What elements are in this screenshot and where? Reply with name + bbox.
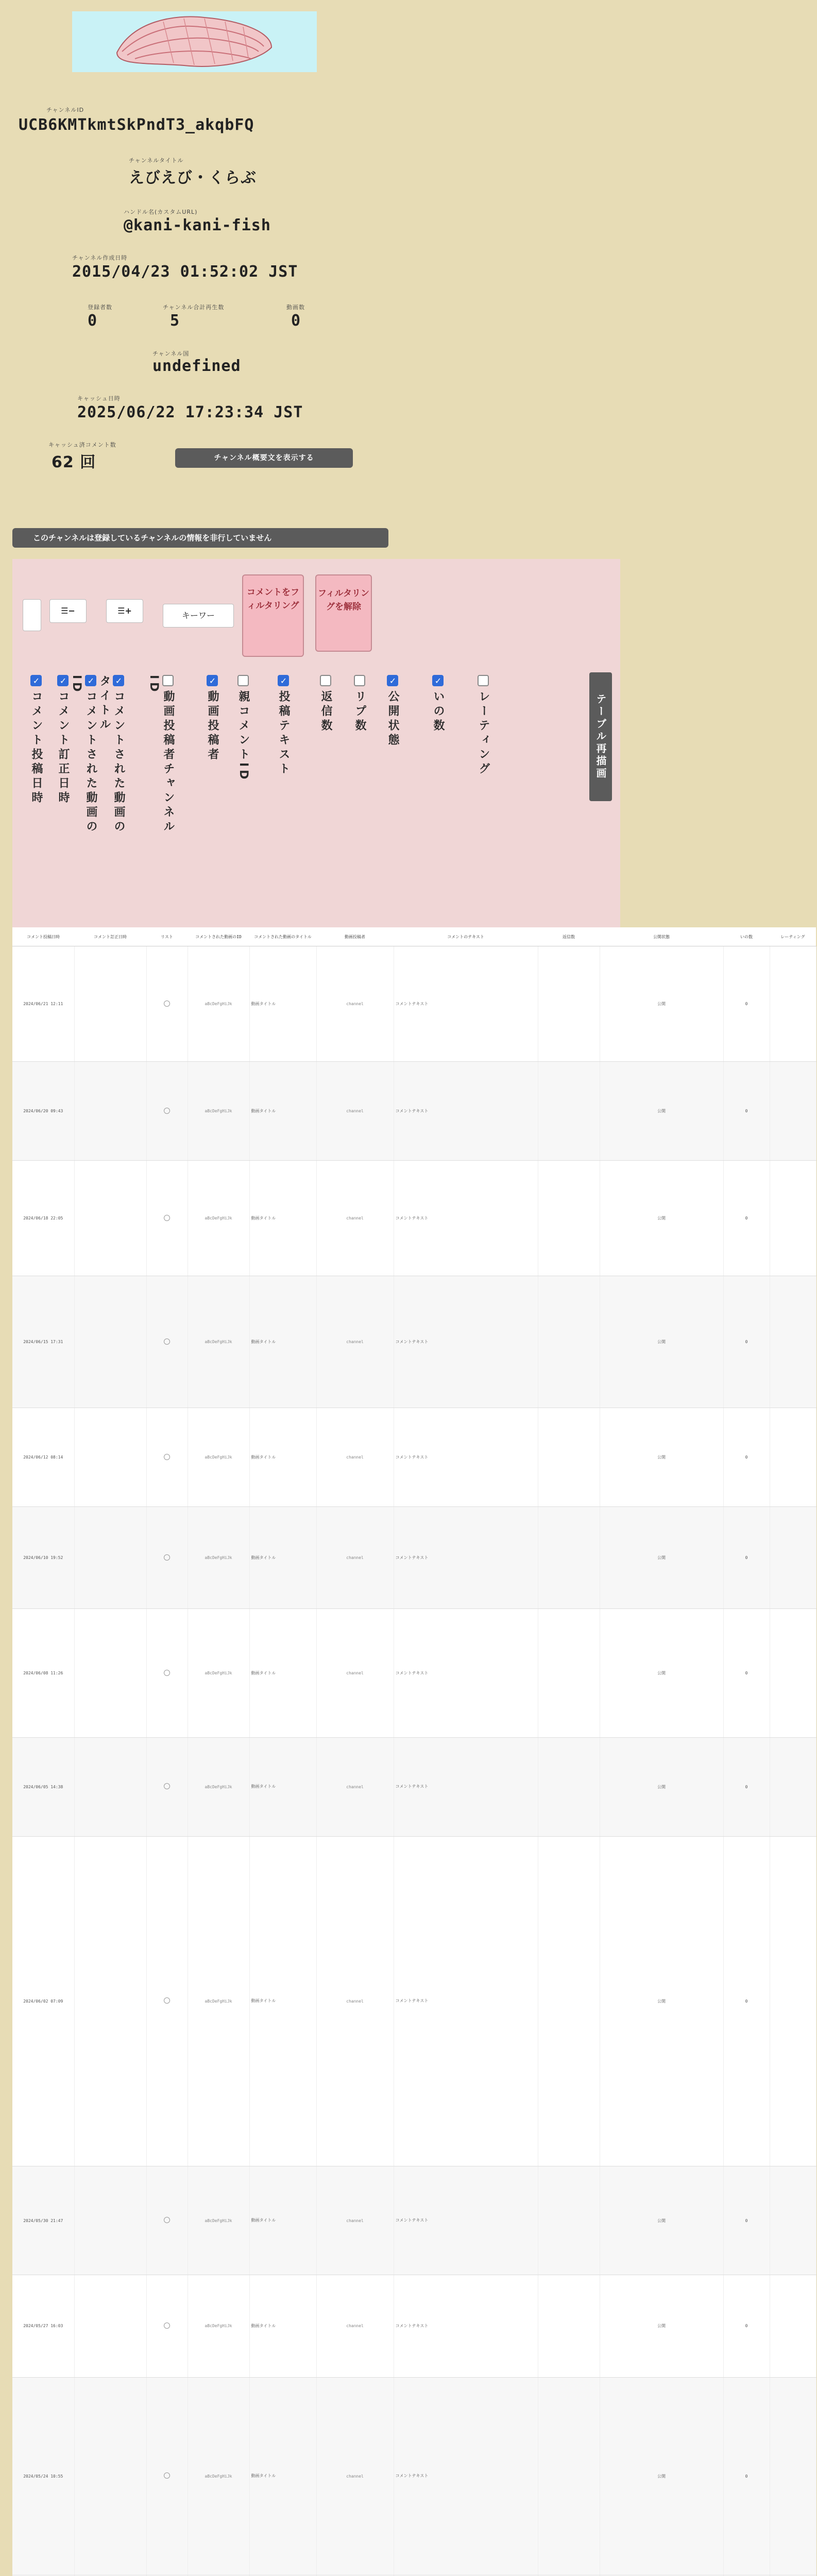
table-cell: コメントテキスト bbox=[394, 1062, 538, 1161]
row-select-radio[interactable] bbox=[164, 1670, 170, 1676]
table-cell: コメントテキスト bbox=[394, 1836, 538, 2166]
video-id-link[interactable]: aBcDeFgHiJk bbox=[205, 1216, 232, 1221]
table-cell bbox=[146, 1276, 188, 1408]
column-header[interactable]: コメント訂正日時 bbox=[74, 927, 146, 946]
checkbox[interactable]: ✓ bbox=[114, 676, 124, 689]
column-header[interactable]: リスト bbox=[146, 927, 188, 946]
table-cell: 0 bbox=[723, 1062, 770, 1161]
table-cell bbox=[316, 2166, 394, 2275]
table-cell: 動画タイトル bbox=[249, 2166, 316, 2275]
table-cell bbox=[74, 1609, 146, 1738]
table-header-row bbox=[12, 927, 816, 946]
column-option-label: 返信数 bbox=[319, 690, 332, 734]
column-option-4[interactable] bbox=[146, 675, 175, 845]
comment-filter-button[interactable]: コメントをフィルタリング bbox=[242, 574, 304, 657]
table-cell: 0 bbox=[723, 1507, 770, 1609]
table-cell bbox=[188, 1609, 249, 1738]
author-link[interactable]: channel bbox=[346, 2473, 364, 2479]
channel-title: えびえび・くらぶ bbox=[129, 169, 257, 187]
table-cell bbox=[74, 1062, 146, 1161]
table-cell bbox=[188, 1408, 249, 1507]
column-header[interactable]: レーティング bbox=[770, 927, 816, 946]
table-cell bbox=[146, 1737, 188, 1836]
table-cell bbox=[74, 1276, 146, 1408]
table-cell bbox=[188, 946, 249, 1062]
channel-banner bbox=[72, 11, 317, 72]
column-option-label: コメントされた動画のID bbox=[70, 675, 97, 835]
table-cell bbox=[316, 1062, 394, 1161]
video-id-link[interactable]: aBcDeFgHiJk bbox=[205, 1784, 232, 1789]
views-value: 5 bbox=[170, 312, 180, 330]
table-cell: コメントテキスト bbox=[394, 1507, 538, 1609]
table-cell bbox=[770, 2166, 816, 2275]
table-cell bbox=[188, 1161, 249, 1276]
table-cell bbox=[316, 1408, 394, 1507]
subs-value: 0 bbox=[88, 312, 98, 330]
author-link[interactable]: channel bbox=[346, 1555, 364, 1561]
table-cell: 公開 bbox=[600, 1276, 723, 1408]
table-row[interactable] bbox=[12, 1507, 816, 1609]
table-cell: 動画タイトル bbox=[249, 1737, 316, 1836]
table-row[interactable] bbox=[12, 946, 816, 1062]
checkbox[interactable]: ✓ bbox=[31, 676, 41, 689]
table-cell: 公開 bbox=[600, 2275, 723, 2377]
table-cell bbox=[316, 1836, 394, 2166]
table-cell: 公開 bbox=[600, 1062, 723, 1161]
table-cell bbox=[538, 1836, 600, 2166]
subs-label: 登録者数 bbox=[88, 304, 112, 311]
table-cell bbox=[316, 1507, 394, 1609]
table-cell bbox=[538, 2166, 600, 2275]
author-link[interactable]: channel bbox=[346, 1002, 364, 1006]
table-cell: 2024/05/30 21:47 bbox=[12, 2166, 74, 2275]
video-id-link[interactable]: aBcDeFgHiJk bbox=[205, 1671, 232, 1676]
row-select-radio[interactable] bbox=[164, 1108, 170, 1114]
table-row[interactable] bbox=[12, 1609, 816, 1738]
table-cell bbox=[146, 1609, 188, 1738]
table-cell bbox=[146, 1408, 188, 1507]
column-header[interactable]: コメント投稿日時 bbox=[12, 927, 74, 946]
column-header[interactable]: コメントされた動画のID bbox=[188, 927, 249, 946]
table-cell: 0 bbox=[723, 1737, 770, 1836]
column-option-5[interactable] bbox=[191, 675, 219, 845]
table-cell bbox=[188, 1836, 249, 2166]
table-cell: 公開 bbox=[600, 1408, 723, 1507]
checkbox[interactable]: ✓ bbox=[86, 676, 96, 689]
table-cell: 2024/06/12 08:14 bbox=[12, 1408, 74, 1507]
table-cell: 0 bbox=[723, 1161, 770, 1276]
table-cell bbox=[316, 1737, 394, 1836]
table-cell: コメントテキスト bbox=[394, 1276, 538, 1408]
column-option-label: いの数 bbox=[432, 690, 445, 734]
table-cell bbox=[188, 2275, 249, 2377]
table-cell bbox=[188, 1062, 249, 1161]
table-cell: 2024/06/08 11:26 bbox=[12, 1609, 74, 1738]
expand-rows-button[interactable]: ☰+ bbox=[106, 599, 143, 623]
table-cell bbox=[74, 2166, 146, 2275]
column-option-6[interactable] bbox=[222, 675, 250, 845]
column-option-label: 動画投稿者 bbox=[206, 690, 219, 762]
table-cell bbox=[146, 2166, 188, 2275]
table-cell: 2024/06/21 12:11 bbox=[12, 946, 74, 1062]
row-select-radio[interactable] bbox=[164, 2217, 170, 2223]
column-option-10[interactable] bbox=[371, 675, 400, 845]
video-id-link[interactable]: aBcDeFgHiJk bbox=[205, 1998, 232, 2004]
column-option-label: コメント投稿日時 bbox=[30, 690, 43, 806]
video-id-link[interactable]: aBcDeFgHiJk bbox=[205, 1109, 232, 1113]
table-cell bbox=[74, 1737, 146, 1836]
table-cell: 2024/06/15 17:31 bbox=[12, 1276, 74, 1408]
table-row[interactable] bbox=[12, 2275, 816, 2377]
table-cell: 動画タイトル bbox=[249, 2275, 316, 2377]
table-cell bbox=[74, 2377, 146, 2575]
handle-box[interactable] bbox=[23, 599, 41, 631]
table-cell: 公開 bbox=[600, 1507, 723, 1609]
checkbox[interactable] bbox=[320, 675, 331, 686]
channel-handle: @kani-kani-fish bbox=[124, 216, 271, 234]
table-row[interactable] bbox=[12, 1062, 816, 1161]
table-row[interactable] bbox=[12, 1836, 816, 2166]
country-label: チャンネル国 bbox=[152, 350, 190, 357]
created-value: 2015/04/23 01:52:02 JST bbox=[72, 263, 298, 281]
channel-id: UCB6KMTkmtSkPndT3_akqbFQ bbox=[19, 116, 254, 134]
row-select-radio[interactable] bbox=[164, 1338, 170, 1345]
table-cell bbox=[188, 2377, 249, 2575]
table-cell: 2024/06/05 14:38 bbox=[12, 1737, 74, 1836]
table-cell bbox=[188, 2166, 249, 2275]
table-cell: 公開 bbox=[600, 2377, 723, 2575]
table-cell: 公開 bbox=[600, 946, 723, 1062]
row-select-radio[interactable] bbox=[164, 1215, 170, 1221]
table-cell bbox=[538, 1408, 600, 1507]
table-cell bbox=[770, 946, 816, 1062]
author-link[interactable]: channel bbox=[346, 1216, 364, 1221]
table-cell bbox=[770, 1276, 816, 1408]
table-cell bbox=[146, 1836, 188, 2166]
table-cell bbox=[146, 1507, 188, 1609]
table-cell: 動画タイトル bbox=[249, 2377, 316, 2575]
table-cell: 2024/05/27 16:03 bbox=[12, 2275, 74, 2377]
column-header[interactable]: 返信数 bbox=[538, 927, 600, 946]
table-cell: 0 bbox=[723, 1276, 770, 1408]
table-cell bbox=[74, 1507, 146, 1609]
table-cell bbox=[538, 1737, 600, 1836]
column-option-label: 公開状態 bbox=[386, 690, 399, 748]
table-cell bbox=[538, 1609, 600, 1738]
table-cell: 2024/06/02 07:09 bbox=[12, 1836, 74, 2166]
table-cell: コメントテキスト bbox=[394, 1609, 538, 1738]
checkbox[interactable]: ✓ bbox=[388, 676, 398, 689]
table-cell: 公開 bbox=[600, 1737, 723, 1836]
table-cell bbox=[770, 1836, 816, 2166]
paper-fan-icon bbox=[72, 11, 317, 72]
column-header[interactable]: コメントされた動画のタイトル bbox=[249, 927, 316, 946]
table-cell: コメントテキスト bbox=[394, 1737, 538, 1836]
table-cell bbox=[146, 946, 188, 1062]
cache-comments-label: キャッシュ済コメント数 bbox=[48, 442, 116, 448]
table-cell: コメントテキスト bbox=[394, 2275, 538, 2377]
table-cell bbox=[538, 1062, 600, 1161]
table-cell: 2024/05/24 10:55 bbox=[12, 2377, 74, 2575]
table-cell bbox=[770, 1737, 816, 1836]
checkbox[interactable]: ✓ bbox=[279, 676, 288, 689]
table-cell bbox=[188, 1507, 249, 1609]
author-link[interactable]: channel bbox=[346, 1109, 364, 1113]
video-id-link[interactable]: aBcDeFgHiJk bbox=[205, 2324, 232, 2329]
author-link[interactable]: channel bbox=[346, 1340, 364, 1344]
cache-date-value: 2025/06/22 17:23:34 JST bbox=[77, 403, 303, 421]
table-cell: 0 bbox=[723, 2275, 770, 2377]
table-cell bbox=[188, 1737, 249, 1836]
column-option-9[interactable] bbox=[338, 675, 367, 845]
table-cell: 公開 bbox=[600, 1609, 723, 1738]
video-id-link[interactable]: aBcDeFgHiJk bbox=[205, 1002, 232, 1006]
column-header[interactable]: いの数 bbox=[723, 927, 770, 946]
author-link[interactable]: channel bbox=[346, 1998, 364, 2004]
table-cell bbox=[770, 1161, 816, 1276]
table-cell bbox=[146, 2275, 188, 2377]
author-link[interactable]: channel bbox=[346, 1784, 364, 1789]
column-option-label: レーティング bbox=[477, 690, 490, 777]
table-cell: コメントテキスト bbox=[394, 1161, 538, 1276]
table-cell: 動画タイトル bbox=[249, 946, 316, 1062]
video-id-link[interactable]: aBcDeFgHiJk bbox=[205, 2218, 232, 2223]
video-id-link[interactable]: aBcDeFgHiJk bbox=[205, 2473, 232, 2479]
table-cell: 0 bbox=[723, 2166, 770, 2275]
redraw-table-button[interactable]: テーブル再描画 bbox=[589, 672, 612, 801]
table-cell bbox=[316, 1609, 394, 1738]
country-value: undefined bbox=[152, 357, 241, 375]
table-cell bbox=[74, 2275, 146, 2377]
table-cell bbox=[188, 1276, 249, 1408]
author-link[interactable]: channel bbox=[346, 2218, 364, 2223]
checkbox[interactable] bbox=[478, 675, 489, 686]
video-id-link[interactable]: aBcDeFgHiJk bbox=[205, 1555, 232, 1561]
keyword-input[interactable]: キーワー bbox=[163, 604, 234, 628]
table-cell: 動画タイトル bbox=[249, 1276, 316, 1408]
column-option-label: コメントされた動画のタイトル bbox=[98, 675, 125, 835]
table-cell: 公開 bbox=[600, 2166, 723, 2275]
table-cell: コメントテキスト bbox=[394, 2166, 538, 2275]
checkbox[interactable]: ✓ bbox=[433, 676, 443, 689]
table-cell: 動画タイトル bbox=[249, 1609, 316, 1738]
table-cell: 動画タイトル bbox=[249, 1062, 316, 1161]
table-cell: 動画タイトル bbox=[249, 1507, 316, 1609]
row-select-radio[interactable] bbox=[164, 1454, 170, 1460]
views-label: チャンネル合計再生数 bbox=[163, 304, 225, 311]
channel-id-label: チャンネルID bbox=[46, 107, 84, 113]
video-id-link[interactable]: aBcDeFgHiJk bbox=[205, 1340, 232, 1344]
cache-date-label: キャッシュ日時 bbox=[77, 395, 121, 402]
cache-comments-value: 62 回 bbox=[52, 453, 96, 471]
column-option-label: 投稿テキスト bbox=[277, 690, 290, 777]
videos-label: 動画数 bbox=[286, 304, 305, 311]
table-row[interactable] bbox=[12, 1408, 816, 1507]
table-cell: 動画タイトル bbox=[249, 1408, 316, 1507]
table-cell: コメントテキスト bbox=[394, 2377, 538, 2575]
handle-label: ハンドル名(カスタムURL) bbox=[124, 209, 198, 215]
table-cell bbox=[538, 2377, 600, 2575]
table-cell: 0 bbox=[723, 1408, 770, 1507]
column-option-label: リプ数 bbox=[353, 690, 366, 734]
row-select-radio[interactable] bbox=[164, 1783, 170, 1789]
column-option-2[interactable] bbox=[69, 675, 98, 845]
column-option-label: 親コメントID bbox=[237, 690, 250, 783]
table-cell: コメントテキスト bbox=[394, 1408, 538, 1507]
table-body bbox=[12, 946, 816, 2576]
table-cell bbox=[146, 2377, 188, 2575]
table-cell bbox=[538, 2275, 600, 2377]
table-cell bbox=[74, 1161, 146, 1276]
created-label: チャンネル作成日時 bbox=[72, 255, 128, 261]
table-cell bbox=[316, 1161, 394, 1276]
checkbox[interactable] bbox=[162, 675, 174, 686]
table-row[interactable] bbox=[12, 1737, 816, 1836]
table-cell bbox=[538, 946, 600, 1062]
collapse-rows-button[interactable]: ☰− bbox=[49, 599, 87, 623]
table-row[interactable] bbox=[12, 2166, 816, 2275]
column-option-12[interactable] bbox=[462, 675, 490, 845]
clear-filter-button[interactable]: フィルタリングを解除 bbox=[315, 574, 372, 652]
table-cell: 動画タイトル bbox=[249, 1161, 316, 1276]
channel-title-label: チャンネルタイトル bbox=[129, 157, 184, 164]
table-cell bbox=[770, 1062, 816, 1161]
table-row[interactable] bbox=[12, 1276, 816, 1408]
checkbox[interactable] bbox=[237, 675, 249, 686]
column-option-11[interactable] bbox=[416, 675, 445, 845]
comments-table bbox=[12, 927, 816, 2576]
checkbox[interactable] bbox=[354, 675, 365, 686]
table-cell bbox=[770, 2275, 816, 2377]
author-link[interactable]: channel bbox=[346, 1455, 364, 1460]
videos-value: 0 bbox=[291, 312, 301, 330]
table-cell bbox=[770, 1408, 816, 1507]
table-cell bbox=[74, 1408, 146, 1507]
column-option-label: コメント訂正日時 bbox=[57, 690, 70, 806]
table-cell bbox=[770, 1507, 816, 1609]
table-cell: 動画タイトル bbox=[249, 1836, 316, 2166]
column-option-8[interactable] bbox=[304, 675, 333, 845]
table-cell bbox=[316, 1276, 394, 1408]
column-option-1[interactable] bbox=[41, 675, 70, 845]
table-cell: 公開 bbox=[600, 1161, 723, 1276]
table-cell bbox=[538, 1276, 600, 1408]
show-summary-button[interactable]: チャンネル概要文を表示する bbox=[175, 448, 353, 468]
table-cell: 2024/06/18 22:05 bbox=[12, 1161, 74, 1276]
author-link[interactable]: channel bbox=[346, 1671, 364, 1676]
column-header[interactable]: コメントのテキスト bbox=[394, 927, 538, 946]
video-id-link[interactable]: aBcDeFgHiJk bbox=[205, 1455, 232, 1460]
notice-banner: このチャンネルは登録しているチャンネルの情報を非行していません bbox=[12, 528, 388, 548]
row-select-radio[interactable] bbox=[164, 2323, 170, 2329]
table-cell: 0 bbox=[723, 1836, 770, 2166]
checkbox[interactable]: ✓ bbox=[208, 676, 217, 689]
row-select-radio[interactable] bbox=[164, 1554, 170, 1561]
table-cell bbox=[770, 2377, 816, 2575]
table-cell: コメントテキスト bbox=[394, 946, 538, 1062]
table-cell bbox=[316, 2377, 394, 2575]
table-row[interactable] bbox=[12, 1161, 816, 1276]
table-cell bbox=[146, 1161, 188, 1276]
table-cell: 公開 bbox=[600, 1836, 723, 2166]
table-cell bbox=[146, 1062, 188, 1161]
column-option-7[interactable] bbox=[262, 675, 291, 845]
checkbox[interactable]: ✓ bbox=[58, 676, 68, 689]
table-cell bbox=[74, 946, 146, 1062]
column-header[interactable]: 動画投稿者 bbox=[316, 927, 394, 946]
table-cell bbox=[316, 2275, 394, 2377]
table-cell: 2024/06/20 09:43 bbox=[12, 1062, 74, 1161]
table-cell bbox=[538, 1161, 600, 1276]
table-cell bbox=[538, 1507, 600, 1609]
table-cell: 2024/06/10 19:52 bbox=[12, 1507, 74, 1609]
table-cell bbox=[316, 946, 394, 1062]
table-cell: 0 bbox=[723, 1609, 770, 1738]
author-link[interactable]: channel bbox=[346, 2324, 364, 2329]
column-option-label: 動画投稿者チャンネルID bbox=[147, 675, 175, 835]
row-select-radio[interactable] bbox=[164, 1997, 170, 2004]
column-option-3[interactable] bbox=[97, 675, 126, 845]
table-cell: 0 bbox=[723, 2377, 770, 2575]
column-header[interactable]: 公開状態 bbox=[600, 927, 723, 946]
table-cell: 0 bbox=[723, 946, 770, 1062]
row-select-radio[interactable] bbox=[164, 1001, 170, 1007]
row-select-radio[interactable] bbox=[164, 2472, 170, 2479]
table-cell bbox=[74, 1836, 146, 2166]
table-row[interactable] bbox=[12, 2377, 816, 2575]
table-cell bbox=[770, 1609, 816, 1738]
column-option-0[interactable] bbox=[14, 675, 43, 845]
